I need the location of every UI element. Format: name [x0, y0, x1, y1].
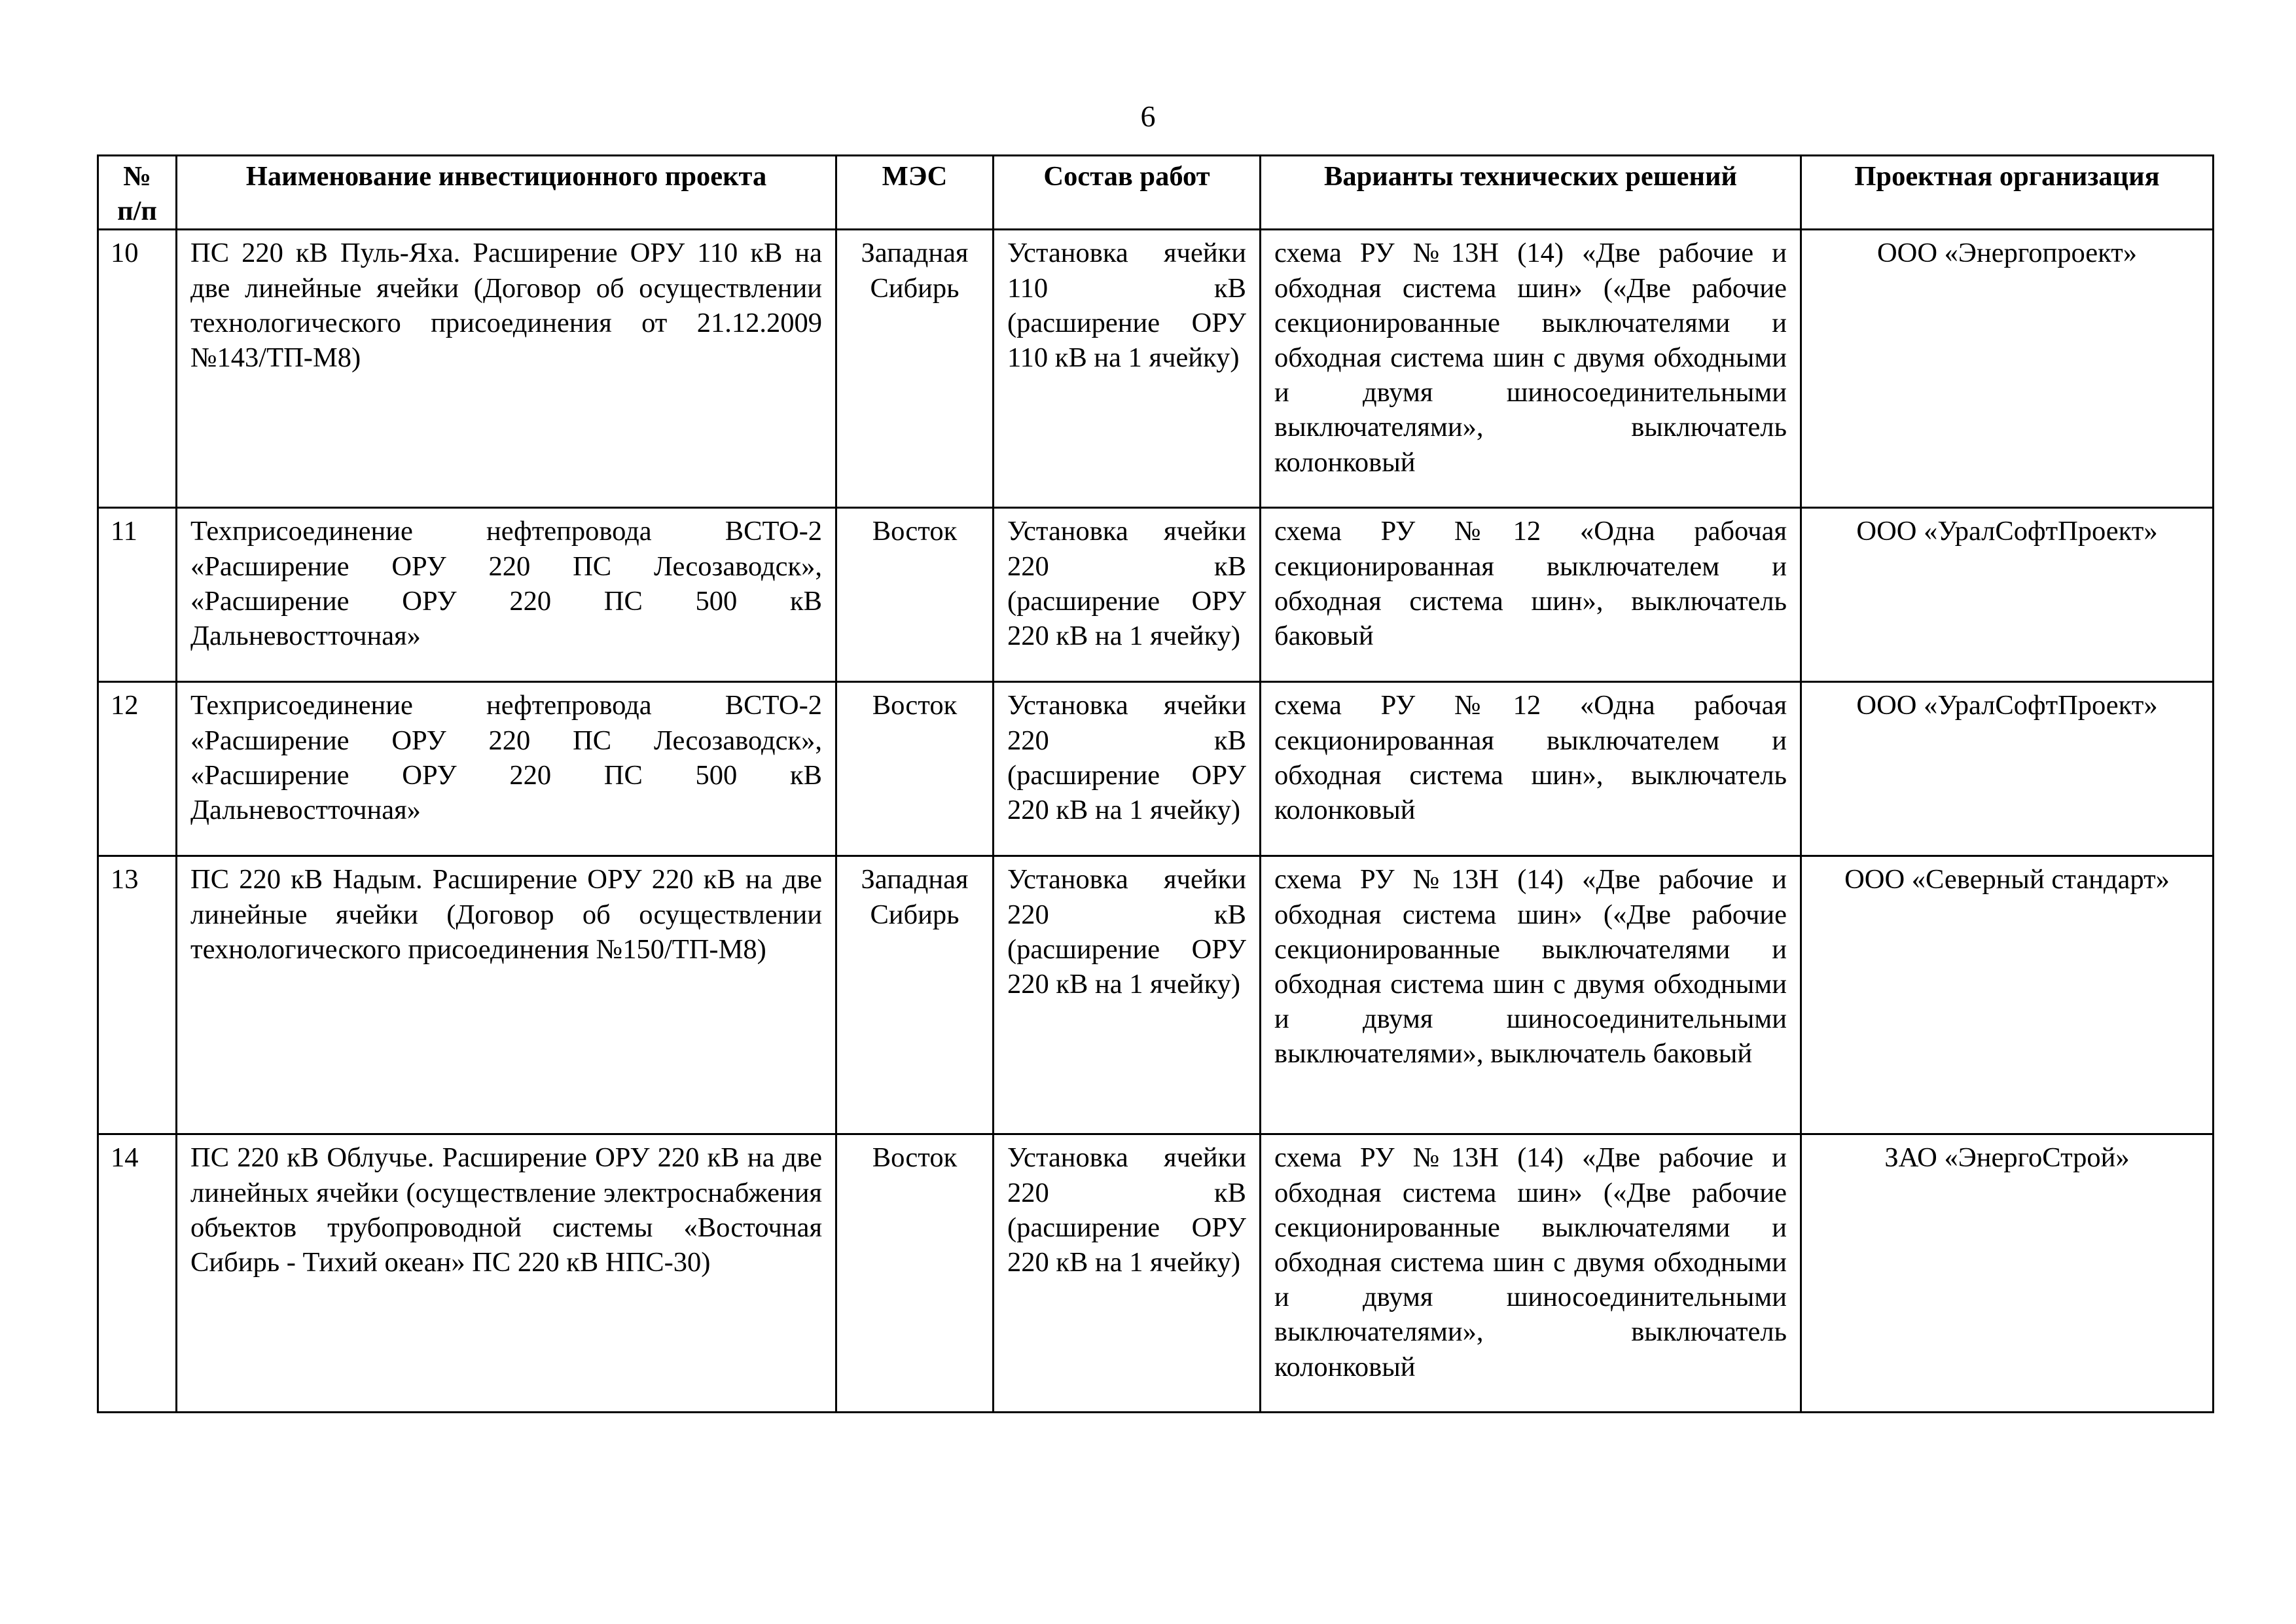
investment-projects-table — [97, 154, 2214, 1413]
table-header-row — [98, 156, 2214, 230]
header-number: № п/п — [98, 156, 177, 230]
project-name: ПС 220 кВ Облучье. Расширение ОРУ 220 кВ на две линейных ячейки (осуществление электроснабжения объектов трубопроводной системы «Восточная Сибирь - Тихий океан» ПС 220 кВ НПС-30) — [177, 1134, 836, 1413]
header-works: Состав работ — [994, 156, 1261, 230]
technical-solutions: схема РУ №12 «Одна рабочая секционированная выключателем и обходная система шин», выключатель колонковый — [1261, 682, 1801, 856]
header-design-organization: Проектная организация — [1801, 156, 2214, 230]
design-organization: ООО «УралСофтПроект» — [1801, 682, 2214, 856]
row-number: 13 — [98, 856, 177, 1134]
header-project-name: Наименование инвестиционного проекта — [177, 156, 836, 230]
mes-region: Восток — [836, 508, 994, 682]
technical-solutions: схема РУ №12 «Одна рабочая секционированная выключателем и обходная система шин», выключатель баковый — [1261, 508, 1801, 682]
row-number: 11 — [98, 508, 177, 682]
mes-region: Восток — [836, 1134, 994, 1413]
row-number: 10 — [98, 230, 177, 508]
mes-region: Западная Сибирь — [836, 856, 994, 1134]
design-organization: ООО «УралСофтПроект» — [1801, 508, 2214, 682]
header-mes: МЭС — [836, 156, 994, 230]
design-organization: ООО «Энергопроект» — [1801, 230, 2214, 508]
row-number: 12 — [98, 682, 177, 856]
project-name: Техприсоединение нефтепровода ВСТО-2 «Расширение ОРУ 220 ПС Лесозаводск», «Расширение ОРУ 220 ПС 500 кВ Дальневостточная» — [177, 508, 836, 682]
table-row — [98, 1134, 2214, 1413]
page-number: 6 — [1140, 99, 1156, 133]
project-name: ПС 220 кВ Надым. Расширение ОРУ 220 кВ на две линейные ячейки (Договор об осуществлении технологического присоединения №150/ТП-М8) — [177, 856, 836, 1134]
design-organization: ЗАО «ЭнергоСтрой» — [1801, 1134, 2214, 1413]
technical-solutions: схема РУ №13Н (14) «Две рабочие и обходная система шин» («Две рабочие секционированные выключателями и обходная система шин с двумя обходными и двумя шиносоединительными выключателями», выключатель колонковый — [1261, 1134, 1801, 1413]
table-row — [98, 230, 2214, 508]
mes-region: Восток — [836, 682, 994, 856]
table-row — [98, 508, 2214, 682]
project-name: Техприсоединение нефтепровода ВСТО-2 «Расширение ОРУ 220 ПС Лесозаводск», «Расширение ОРУ 220 ПС 500 кВ Дальневостточная» — [177, 682, 836, 856]
project-name: ПС 220 кВ Пуль-Яха. Расширение ОРУ 110 кВ на две линейные ячейки (Договор об осуществлении технологического присоединения от 21.12.2009 №143/ТП-М8) — [177, 230, 836, 508]
mes-region: Западная Сибирь — [836, 230, 994, 508]
technical-solutions: схема РУ №13Н (14) «Две рабочие и обходная система шин» («Две рабочие секционированные выключателями и обходная система шин с двумя обходными и двумя шиносоединительными выключателями», выключатель баковый — [1261, 856, 1801, 1134]
header-technical-solutions: Варианты технических решений — [1261, 156, 1801, 230]
row-number: 14 — [98, 1134, 177, 1413]
works-scope: Установка ячейки 110 кВ (расширение ОРУ 110 кВ на 1 ячейку) — [994, 230, 1261, 508]
works-scope: Установка ячейки 220 кВ (расширение ОРУ 220 кВ на 1 ячейку) — [994, 1134, 1261, 1413]
table-row — [98, 682, 2214, 856]
table-row — [98, 856, 2214, 1134]
works-scope: Установка ячейки 220 кВ (расширение ОРУ 220 кВ на 1 ячейку) — [994, 508, 1261, 682]
technical-solutions: схема РУ №13Н (14) «Две рабочие и обходная система шин» («Две рабочие секционированные выключателями и обходная система шин с двумя обходными и двумя шиносоединительными выключателями», выключатель колонковый — [1261, 230, 1801, 508]
works-scope: Установка ячейки 220 кВ (расширение ОРУ 220 кВ на 1 ячейку) — [994, 682, 1261, 856]
design-organization: ООО «Северный стандарт» — [1801, 856, 2214, 1134]
works-scope: Установка ячейки 220 кВ (расширение ОРУ 220 кВ на 1 ячейку) — [994, 856, 1261, 1134]
